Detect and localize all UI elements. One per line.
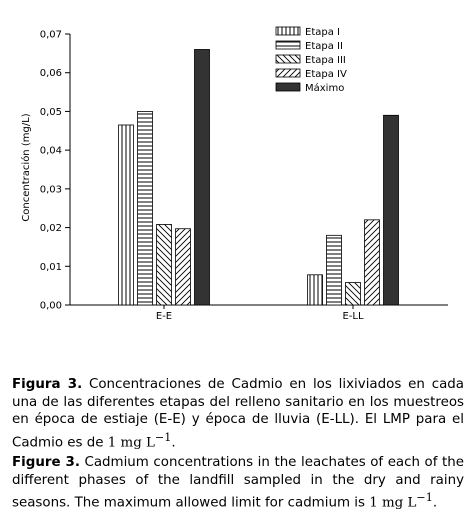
legend-label: Etapa II: [305, 41, 343, 52]
bar: [157, 224, 172, 305]
caption-es-text: Concentraciones de Cadmio en los lixiviados en cada una de las diferentes etapas del relleno sanitario en los muestreos en época de estiaje (E-E) y época de lluvia (E-LL). El LMP para el Cadmio es de: [12, 377, 464, 451]
caption-english: [12, 454, 464, 512]
caption-es-limit-exponent: −1: [154, 430, 172, 444]
legend-label: Etapa IV: [305, 69, 347, 80]
legend-swatch: [276, 41, 300, 49]
caption-en-limit: 1 mg L: [369, 495, 417, 511]
legend-label: Etapa III: [305, 55, 346, 66]
legend-swatch: [276, 69, 300, 77]
y-tick-label: 0,00: [39, 300, 62, 312]
bar: [119, 125, 134, 305]
y-tick-label: 0,05: [39, 106, 62, 118]
legend-swatch: [276, 27, 300, 35]
bar: [138, 111, 153, 305]
caption-en-limit-exponent: −1: [416, 491, 433, 505]
caption-es-limit: 1 mg L: [107, 435, 155, 451]
caption-en-label: Figure 3.: [12, 455, 80, 470]
caption-es-end: .: [171, 435, 176, 451]
bar: [176, 229, 191, 305]
caption-en-end: .: [432, 495, 438, 511]
y-axis-title: Concentración (mg/L): [21, 113, 32, 222]
caption-en-text: Cadmium concentrations in the leachates of each of the different phases of the landfill sampled in the dry and rainy seasons. The maximum allowed limit for cadmium is: [12, 455, 464, 511]
legend: [276, 27, 347, 94]
y-tick-label: 0,06: [39, 68, 62, 80]
legend-label: Máximo: [305, 83, 345, 94]
y-tick-label: 0,07: [39, 29, 62, 41]
x-tick-label: E-E: [155, 311, 173, 322]
y-tick-label: 0,04: [39, 145, 62, 157]
y-tick-label: 0,02: [39, 223, 62, 235]
legend-swatch: [276, 55, 300, 63]
legend-label: Etapa I: [305, 27, 340, 38]
y-tick-label: 0,01: [39, 261, 62, 273]
bar: [327, 235, 342, 305]
y-tick-label: 0,03: [39, 184, 62, 196]
bar: [195, 49, 210, 305]
caption-spanish: [12, 376, 464, 452]
x-tick-label: E-LL: [342, 311, 364, 322]
bar: [384, 115, 399, 305]
bar: [365, 220, 380, 305]
bar: [346, 283, 361, 305]
caption-es-label: Figura 3.: [12, 377, 83, 392]
bars: [119, 49, 399, 305]
legend-swatch: [276, 83, 300, 91]
bar: [308, 275, 323, 305]
